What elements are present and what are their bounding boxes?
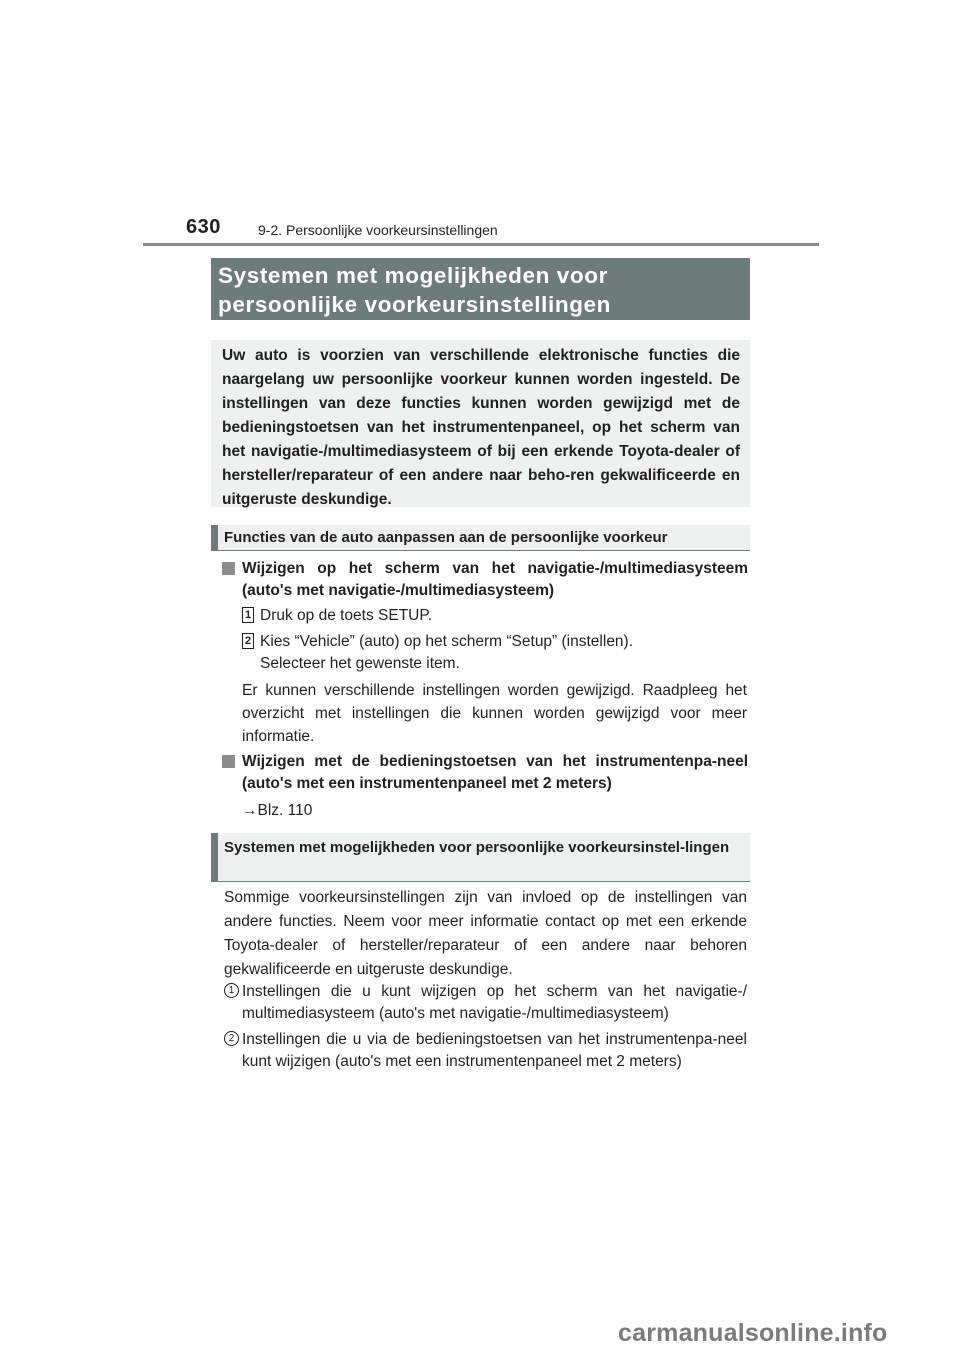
- step-text-continued: Selecteer het gewenste item.: [260, 655, 460, 672]
- subsection-heading-customize: Functies van de auto aanpassen aan de persoonlijke voorkeur: [211, 525, 750, 551]
- bullet-heading-navigation: [222, 558, 748, 602]
- list-item: [224, 1029, 747, 1073]
- page-reference-link[interactable]: →Blz. 110: [242, 802, 313, 819]
- step-2: [242, 631, 748, 675]
- step-number-badge: 1: [242, 607, 254, 623]
- header-divider: [143, 243, 819, 246]
- bullet-heading-text: Wijzigen met de bedieningstoetsen van het instrumentenpa-neel (auto's met een instrumentenpaneel met 2 meters): [242, 753, 748, 792]
- watermark: carmanualsonline.info: [618, 1319, 888, 1347]
- navigation-note: Er kunnen verschillende instellingen worden gewijzigd. Raadpleeg het overzicht met instellingen die kunnen worden gewijzigd voor meer informatie.: [242, 682, 747, 745]
- circled-number-icon: 1: [224, 983, 239, 998]
- page-number: 630: [186, 216, 221, 238]
- bullet-heading-text: Wijzigen op het scherm van het navigatie-/multimediasysteem (auto's met navigatie-/multimediasysteem): [242, 560, 748, 599]
- bullet-heading-instrument-panel: [222, 751, 748, 795]
- step-1: [242, 605, 748, 627]
- square-bullet-icon: [222, 755, 235, 768]
- list-item-text: Instellingen die u via de bedieningstoetsen van het instrumentenpa-neel kunt wijzigen (auto's met een instrumentenpaneel met 2 meters): [242, 1031, 747, 1070]
- subsection-heading-systems: Systemen met mogelijkheden voor persoonlijke voorkeursinstel-lingen: [211, 833, 750, 882]
- list-item: [224, 981, 747, 1025]
- step-number-badge: 2: [242, 633, 254, 649]
- page-title: Systemen met mogelijkheden voor persoonlijke voorkeursinstellingen: [211, 258, 750, 320]
- step-text: Druk op de toets SETUP.: [260, 607, 433, 624]
- step-text: Kies “Vehicle” (auto) op het scherm “Setup” (instellen).: [260, 633, 634, 650]
- list-item-text: Instellingen die u kunt wijzigen op het scherm van het navigatie-/ multimediasysteem (auto's met navigatie-/multimediasysteem): [242, 983, 747, 1022]
- circled-number-icon: 2: [224, 1031, 239, 1046]
- intro-text: Uw auto is voorzien van verschillende elektronische functies die naargelang uw persoonlijke voorkeur kunnen worden ingesteld. De instellingen van deze functies kunnen worden gewijzigd met de bedieningstoetsen van het instrumentenpaneel, op het scherm van het navigatie-/multimediasysteem of bij een erkende Toyota-dealer of hersteller/reparateur of een andere naar beho-ren gekwalificeerde en uitgeruste deskundige.: [211, 340, 750, 507]
- section-reference: 9-2. Persoonlijke voorkeursinstellingen: [258, 222, 498, 238]
- square-bullet-icon: [222, 562, 235, 575]
- systems-body-text: Sommige voorkeursinstellingen zijn van invloed op de instellingen van andere functies. Neem voor meer informatie contact op met een erkende Toyota-dealer of hersteller/reparateur of een andere naar behoren gekwalificeerde en uitgeruste deskundige.: [224, 889, 747, 978]
